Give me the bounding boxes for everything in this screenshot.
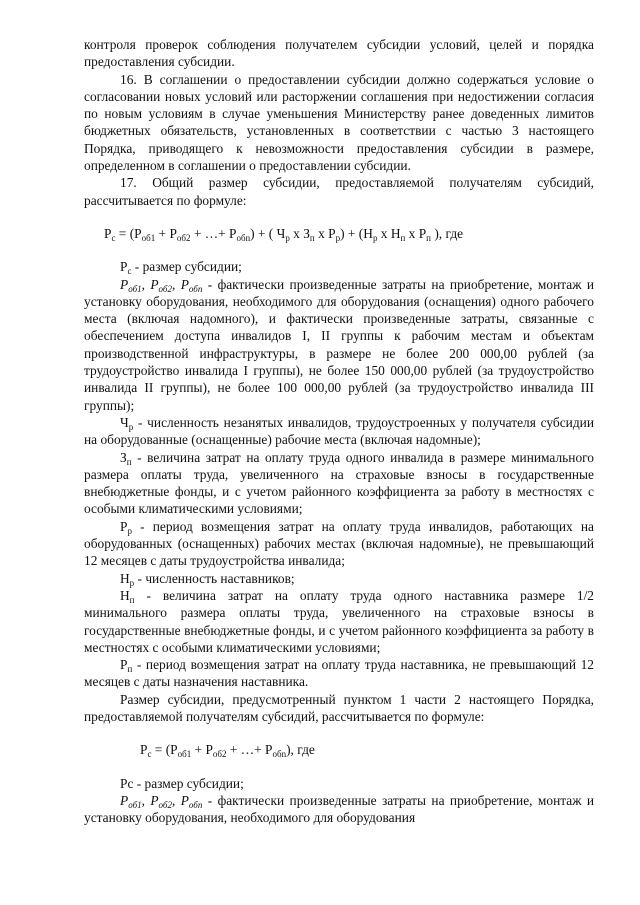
paragraph-continuation: контроля проверок соблюдения получателем субсидии условий, целей и порядка предоставления субсидии. — [84, 37, 594, 70]
definition-pob-2: $P_{об1}$, $P_{об2}$, $P_{обn}$ - фактически произведенные затраты на приобретение, монтаж и установку оборудования, необходимого для оборудования — [84, 792, 595, 826]
formula-subsidy-part1: $Р_с = (Р_{об1} + Р_{об2}$ + …+ $Р_{обn}$), где — [140, 742, 315, 760]
paragraph-formula-2-intro: Размер субсидии, предусмотренный пунктом 1 части 2 настоящего Порядка, предоставляемой получателям субсидий, рассчитывается по формуле: — [84, 691, 594, 724]
definition-np: $Н_п$ - величина затрат на оплату труда одного наставника размере 1/2 минимального размера оплаты труда, увеличенного на страховые взносы в государственные внебюджетные фонды, и с учетом районного коэффициента за работу в местностях с особыми климатическими условиями; — [84, 587, 594, 655]
paragraph-17: 17. Общий размер субсидии, предоставляемой получателям субсидий, рассчитывается по формуле: — [84, 175, 594, 208]
definition-pp: $Р_р$ - период возмещения затрат на оплату труда инвалидов, работающих на оборудованных (оснащенных) рабочих местах (включая надомные), не превышающий 12 месяцев с даты трудоустройства инвалида; — [84, 518, 594, 569]
definition-nr: $Н_р$ - численность наставников; — [120, 570, 295, 588]
formula-total-subsidy: $P_c = (P_{об1} + P_{об2}$ + …+ $P_{обn}$) + ( $Ч_р$ x $З_п$ x $P_p) + (Н_р$ x $Н_п$ x $P_п$ ), где — [104, 225, 464, 243]
definition-pc-2: Рс - размер субсидии; — [120, 775, 244, 791]
definition-pn: $Р_п$ - период возмещения затрат на оплату труда наставника, не превышающий 12 месяцев с даты назначения наставника. — [84, 657, 594, 690]
definition-chr: $Ч_р$ - численность незанятых инвалидов, трудоустроенных у получателя субсидии на оборудованные (оснащенные) рабочие места (включая надомные); — [84, 414, 594, 448]
document-page — [84, 36, 594, 826]
definition-zp: $З_п$ - величина затрат на оплату труда одного инвалида в размере минимального размера оплаты труда, увеличенного на страховые взносы в государственные внебюджетные фонды, и с учетом районного коэффициента за работу в местностях с особыми климатическими условиями; — [84, 449, 594, 517]
paragraph-16: 16. В соглашении о предоставлении субсидии должно содержаться условие о согласовании новых условий или расторжении соглашения при недостижении согласия по новым условиям в случае уменьшения Министерству ранее доведенных лимитов бюджетных обязательств, установленных в соответствии с частью 3 настоящего Порядка, приводящего к невозможности предоставления субсидии в размере, определенном в соглашении о предоставлении субсидии. — [84, 71, 594, 174]
definition-pob: $P_{об1}$, $P_{об2}$, $P_{обn}$ - фактически произведенные затраты на приобретение, монтаж и установку оборудования, необходимого для оборудования (оснащения) одного рабочего места (включая надомного), и фактически произведенные затраты, связанные с обеспечением доступа инвалидов I, II группы к рабочим местам и объектам производственной инфраструктуры, в размере не более 200 000,00 рублей (за трудоустройство инвалида I группы), не более 150 000,00 рублей (за трудоустройство инвалида II группы), не более 100 000,00 рублей (за трудоустройство инвалида III группы); — [84, 276, 595, 413]
definition-pc: $Р_с$ - размер субсидии; — [120, 259, 242, 277]
